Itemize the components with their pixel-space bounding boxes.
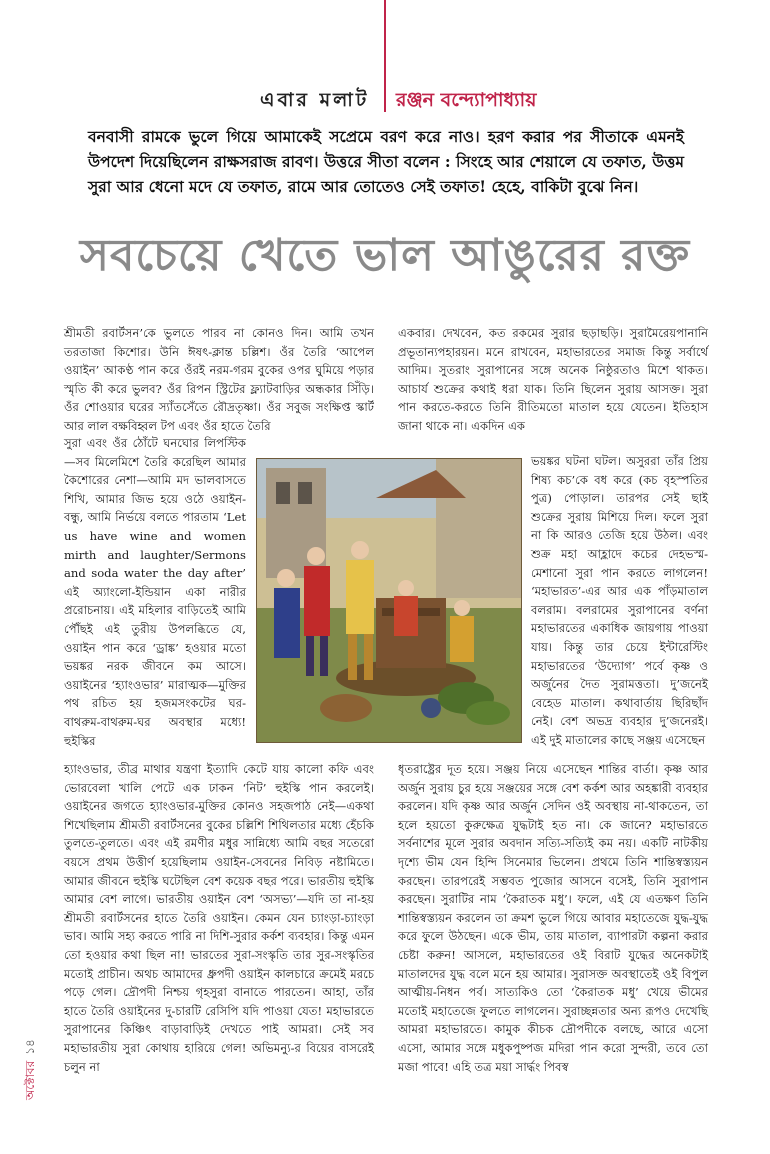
body-text-right-top: একবার। দেখবেন, কত রকমের সুরার ছড়াছড়ি। সুরামৈরেয়পানানি প্রভূতান্যপহারয়ন। মনে রাখবেন, মহাভারতের সমাজ কিন্তু সর্বার্থে আদিম। সুতরাং সুরাপানের সঙ্গে অনেক নিষ্ঠুরতাও মিশে থাকত। আচার্য শুক্রের কথাই ধরা যাক। তিনি ছিলেন সুরায় আসক্ত। সুরা পান করতে-করতে তিনি রীতিমতো মাতাল হয়ে যেতেন। ইতিহাস জানা থাকে না। একদিন এক <box>398 326 708 433</box>
body-text-left-narrow: সুরা এবং ওঁর ঠোঁটে ঘনঘোর লিপস্টিক—সব মিলেমিশে তৈরি করেছিল আমার কৈশোরের নেশা—আমি মদ ভালবাসতে শিখি, আমার জিভ হয়ে ওঠে ওয়াইন-বন্ধু, আমি নির্ভয়ে বলতে পারতাম ‘Let us have wine and women mirth and laughter/Sermons and soda water the day after’ এই অ্যাংলো-ইন্ডিয়ান একা নারীর প্ররোচনায়। এই মহিলার বাড়িতেই আমি পৌঁছই এই তুরীয় উপলব্ধিতে যে, ওয়াইন পান করে ‘ড্রাঙ্ক’ হওয়ার মতো ভয়ঙ্কর নরক জীবনে কম আসে। ওয়াইনের ‘হ্যাংওভার’ মারাত্মক—মুক্তির পথ রচিত হয় হজমসংকটের ঘর-বাথরুম-বাথরুম-ঘর অবস্থার মধ্যে! হুইস্কির <box>64 436 246 748</box>
standfirst: বনবাসী রামকে ভুলে গিয়ে আমাকেই সপ্রেমে বরণ করে নাও। হরণ করার পর সীতাকে এমনই উপদেশ দিয়েছিলেন রাক্ষসরাজ রাবণ। উত্তরে সীতা বলেন : সিংহে আর শেয়ালে যে তফাত, উত্তম সুরা আর ধেনো মদে যে তফাত, রামে আর তোতেও সেই তফাত! হেহে, বাকিটা বুঝে নিন। <box>88 127 684 196</box>
page-number: ১৪ <box>23 1039 37 1055</box>
article-headline: সবচেয়ে খেতে ভাল আঙুরের রক্ত <box>79 230 691 281</box>
body-text-left-top: শ্রীমতী রবার্টসন’কে ভুলতে পারব না কোনও দিন। আমি তখন তরতাজা কিশোর। উনি ঈষৎ-ক্লান্ত চল্লিশ। ওঁর তৈরি ‘আপেল ওয়াইন’ আকণ্ঠ পান করে ওঁরই নরম-গরম বুকের ওপর ঘুমিয়ে পড়ার স্মৃতি কী করে ভুলব? ওঁর রিপন স্ট্রিটের ফ্ল্যাটবাড়ির অন্ধকার সিঁড়ি। ওঁর শোওয়ার ঘরের স্যাঁতসেঁতে রৌদ্রতৃষ্ণা। ওঁর সবুজ সংক্ষিপ্ত স্কার্ট আর লাল বক্ষবিহ্বল টপ এবং ওঁর হাতে তৈরি <box>64 326 374 433</box>
body-text-right-bottom: ধৃতরাষ্ট্রের দূত হয়ে। সঞ্জয় নিয়ে এসেছেন শান্তির বার্তা। কৃষ্ণ আর অর্জুন সুরায় চুর হয়ে সঞ্জয়ের সঙ্গে বেশ কর্কশ আর অহঙ্কারী ব্যবহার করলেন। যদি কৃষ্ণ আর অর্জুন সেদিন ওই অবস্থায় না-থাকতেন, তা হলে হয়তো কুরুক্ষেত্র যুদ্ধটাই হত না। কে জানে? মহাভারতে সর্বনাশের মূলে সুরার অবদান সত্যি-সত্যিই কম নয়। একটি নাটকীয় দৃশ্যে ভীম যেন হিন্দি সিনেমার ভিলেন। প্রথমে তিনি শান্তিস্বস্ত্যয়ন করছেন। তারপরেই সম্ভবত পুজোর আসনে বসেই, তিনি সুরাপান করছেন। সুরাটির নাম ‘কৈরাতক মধু’। ফলে, এই যে এতক্ষণ তিনি শান্তিস্বস্ত্যয়ন করলেন তা ক্রমশ ভুলে গিয়ে আবার মহাতেজে যুদ্ধ-যুদ্ধ করে ফুলে উঠছেন। একে ভীম, তায় মাতাল, ব্যাপারটা কল্পনা করার চেষ্টা করুন! আসলে, মহাভারতের ওই বিরাট যুদ্ধের অনেকটাই মাতালদের যুদ্ধ বলে মনে হয় আমার। সুরাসক্ত অবস্থাতেই ওই বিপুল আত্মীয়-নিধন পর্ব। সাত্যকিও তো ‘কৈরাতক মধু’ খেয়ে ভীমের মতোই মহাতেজে ফুলতে লাগলেন। সুরাচ্ছন্নতার অন্য রূপও দেখেছি আমরা মহাভারতে। কামুক কীচক দ্রৌপদীকে বলছে, আরে এসো এসো, আমার সঙ্গে মধুকপুষ্পজ মদিরা পান করো সুন্দরী, তবে তো মজা পাবে! এহি তত্র ময়া সার্দ্ধং পিবস্ব <box>398 762 708 1074</box>
page-folio <box>22 1039 42 1100</box>
header-divider <box>384 0 386 112</box>
issue-month: অক্টোবর <box>23 1060 37 1100</box>
body-text-right-narrow: ভয়ঙ্কর ঘটনা ঘটল। অসুররা তাঁর প্রিয় শিষ্য কচ’কে বধ করে (কচ বৃহস্পতির পুত্র) পোড়াল। তারপর সেই ছাই শুক্রের সুরায় মিশিয়ে দিল। ফলে সুরা না কি আরও তেজি হয়ে উঠল। এবং শুক্র মহা আহ্লাদে কচের দেহভস্ম-মেশানো সুরা পান করতে লাগলেন! ‘মহাভারত’-এর আর এক পাঁড়মাতাল বলরাম। বলরামের সুরাপানের বর্ণনা মহাভারতের একাধিক জায়গায় পাওয়া যায়। কিন্তু তার চেয়ে ইন্টারেস্টিং মহাভারতের ‘উদ্যোগ’ পর্বে কৃষ্ণ ও অর্জুনের দৈত সুরামত্ততা। দু’জনেই বেহেড মাতাল। কথাবার্তায় ছিরিছাঁদ নেই। বেশ অভদ্র ব্যবহার দু’জনেরই। এই দুই মাতালের কাছে সঞ্জয় এসেছেন <box>531 454 708 747</box>
body-text-left-bottom: হ্যাংওভার, তীব্র মাথার যন্ত্রণা ইত্যাদি কেটে যায় কালো কফি এবং ভোরবেলা খালি পেটে এক ঢাকন ‘নিট’ হুইস্কি পান করলেই। ওয়াইনের জগতে হ্যাংওভার-মুক্তির কোনও সহজপাঠ নেই—একথা শিখেছিলাম শ্রীমতী রবার্টসনের বুকের চল্লিশি শিথিলতার মধ্যে হেঁচকি তুলতে-তুলতে। এবং এই রমণীর মধুর সান্নিধ্যে আমি বছর সতেরো বয়সে প্রথম উত্তীর্ণ হয়েছিলাম ওয়াইন-সেবনের নিবিড় নষ্টামিতে। আমার জীবনে হুইস্কি ঘটেছিল বেশ কয়েক বছর পরে। ভারতীয় হুইস্কি আমার বেশ লাগে। ভারতীয় ওয়াইন বেশ ‘অসভ্য’—যদি তা না-হয় শ্রীমতী রবার্টসনের হাতে তৈরি ওয়াইন। কেমন যেন চ্যাংড়া-চ্যাংড়া ভাব। আমি সহ্য করতে পারি না দিশি-সুরার কর্কশ ব্যবহার। কিন্তু এমন তো হওয়ার কথা ছিল না! ভারতের সুরা-সংস্কৃতি তার সুর-সংস্কৃতির মতোই প্রাচীন। অথচ আমাদের ধ্রুপদী ওয়াইন কালচারে ক্রমেই মরচে পড়ে গেল। দ্রৌপদী নিশ্চয় গৃহসুরা বানাতে পারতেন। আহা, তাঁর হাতে তৈরি ওয়াইনের দু-চারটি রেসিপি যদি পাওয়া যেত! মহাভারতে সুরাপানের কিঞ্চিৎ বাড়াবাড়িই দেখতে পাই আমরা। সেই সব মহাভারতীয় সুরা কোথায় হারিয়ে গেল! অভিমন্যু-র বিয়ের বাসরেই চলুন না <box>64 762 374 1074</box>
column-name: এবার মলাট <box>260 89 370 111</box>
author-name: রঞ্জন বন্দ্যোপাধ্যায় <box>396 89 537 111</box>
wine-harvest-illustration <box>256 458 522 743</box>
